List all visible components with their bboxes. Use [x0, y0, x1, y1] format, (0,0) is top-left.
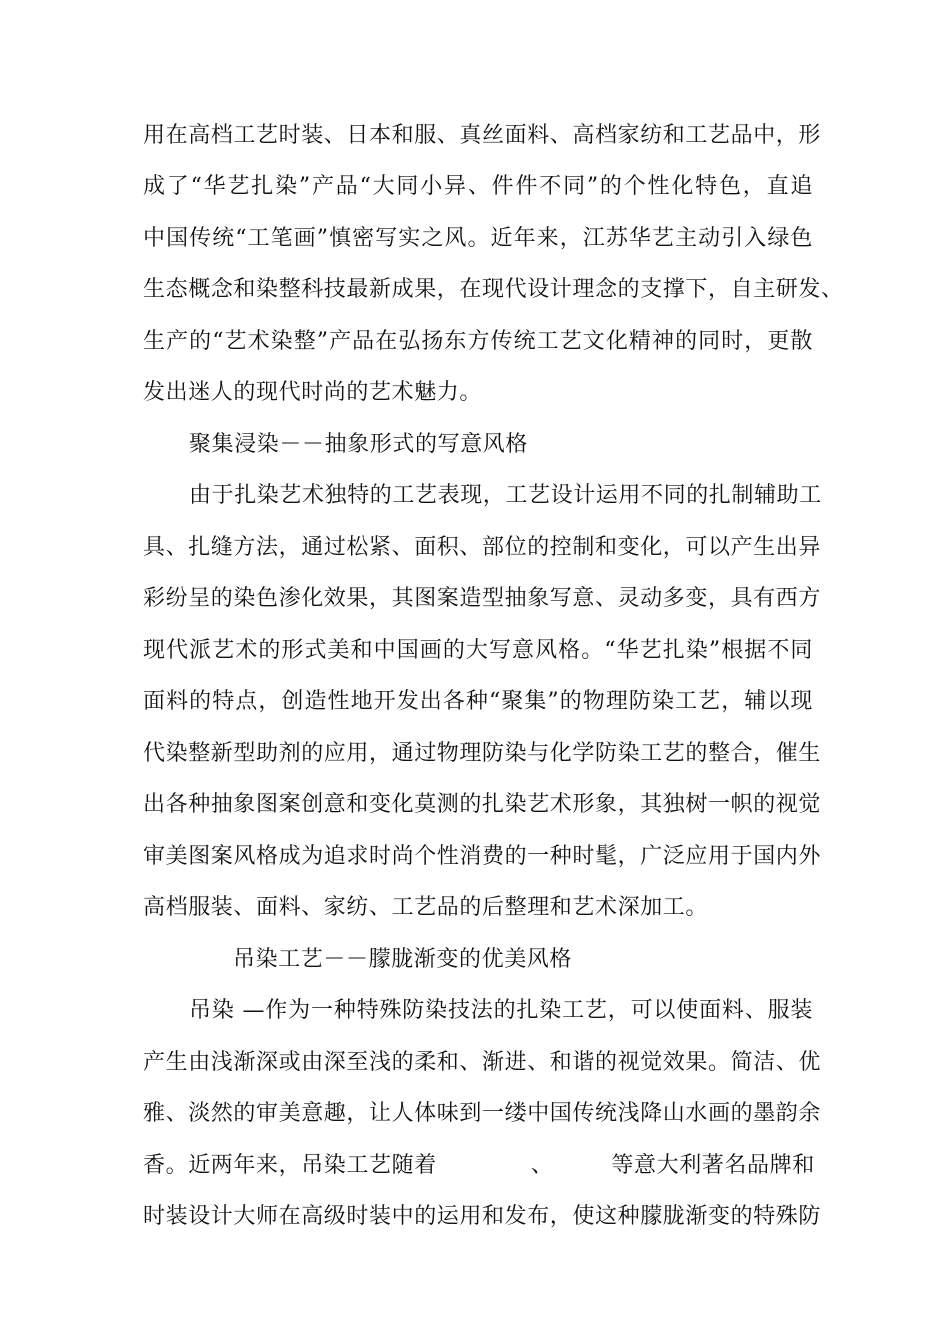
paragraph-line: 吊染 —作为一种特殊防染技法的扎染工艺，可以使面料、服装 — [189, 998, 813, 1023]
paragraph-line: 产生由浅渐深或由深至浅的柔和、渐进、和谐的视觉效果。简洁、优 — [143, 1050, 822, 1075]
paragraph-line: 出各种抽象图案创意和变化莫测的扎染艺术形象，其独树一帜的视觉 — [143, 792, 822, 817]
paragraph-line: 生态概念和染整科技最新成果，在现代设计理念的支撑下，自主研发、 — [143, 277, 844, 302]
paragraph-line: 用在高档工艺时装、日本和服、真丝面料、高档家纺和工艺品中，形 — [143, 123, 822, 148]
line-segment: 香。近两年来，吊染工艺随着 — [143, 1153, 437, 1178]
paragraph-line-with-gaps — [143, 1151, 813, 1181]
paragraph-line: 时装设计大师在高级时装中的运用和发布，使这种朦胧渐变的特殊防 — [143, 1204, 822, 1229]
paragraph-line: 高档服装、面料、家纺、工艺品的后整理和艺术深加工。 — [143, 895, 709, 920]
paragraph-line: 具、扎缝方法，通过松紧、面积、部位的控制和变化，可以产生出异 — [143, 535, 822, 560]
paragraph-line: 发出迷人的现代时尚的艺术魅力。 — [143, 380, 483, 405]
paragraph-line: 生产的“艺术染整”产品在弘扬东方传统工艺文化精神的同时，更散 — [143, 329, 813, 354]
paragraph-line: 代染整新型助剂的应用，通过物理防染与化学防染工艺的整合，催生 — [143, 741, 822, 766]
paragraph-line: 审美图案风格成为追求时尚个性消费的一种时髦，广泛应用于国内外 — [143, 844, 822, 869]
section-heading: 吊染工艺－－朦胧渐变的优美风格 — [233, 947, 573, 972]
paragraph-line: 成了“华艺扎染”产品“大同小异、件件不同”的个性化特色，直追 — [143, 174, 813, 199]
section-heading: 聚集浸染－－抽象形式的写意风格 — [189, 432, 529, 457]
paragraph-line: 现代派艺术的形式美和中国画的大写意风格。“华艺扎染”根据不同 — [143, 638, 813, 663]
paragraph-line: 雅、淡然的审美意趣，让人体味到一缕中国传统浅降山水画的墨韵余 — [143, 1101, 822, 1126]
paragraph-line: 由于扎染艺术独特的工艺表现，工艺设计运用不同的扎制辅助工 — [189, 483, 822, 508]
line-segment: 、 — [530, 1153, 554, 1178]
paragraph-line: 面料的特点，创造性地开发出各种“聚集”的物理防染工艺，辅以现 — [143, 689, 813, 714]
line-segment: 等意大利著名品牌和 — [611, 1153, 815, 1178]
paragraph-line: 中国传统“工笔画”慎密写实之风。近年来，江苏华艺主动引入绿色 — [143, 226, 813, 251]
paragraph-line: 彩纷呈的染色渗化效果，其图案造型抽象写意、灵动多变，具有西方 — [143, 586, 822, 611]
